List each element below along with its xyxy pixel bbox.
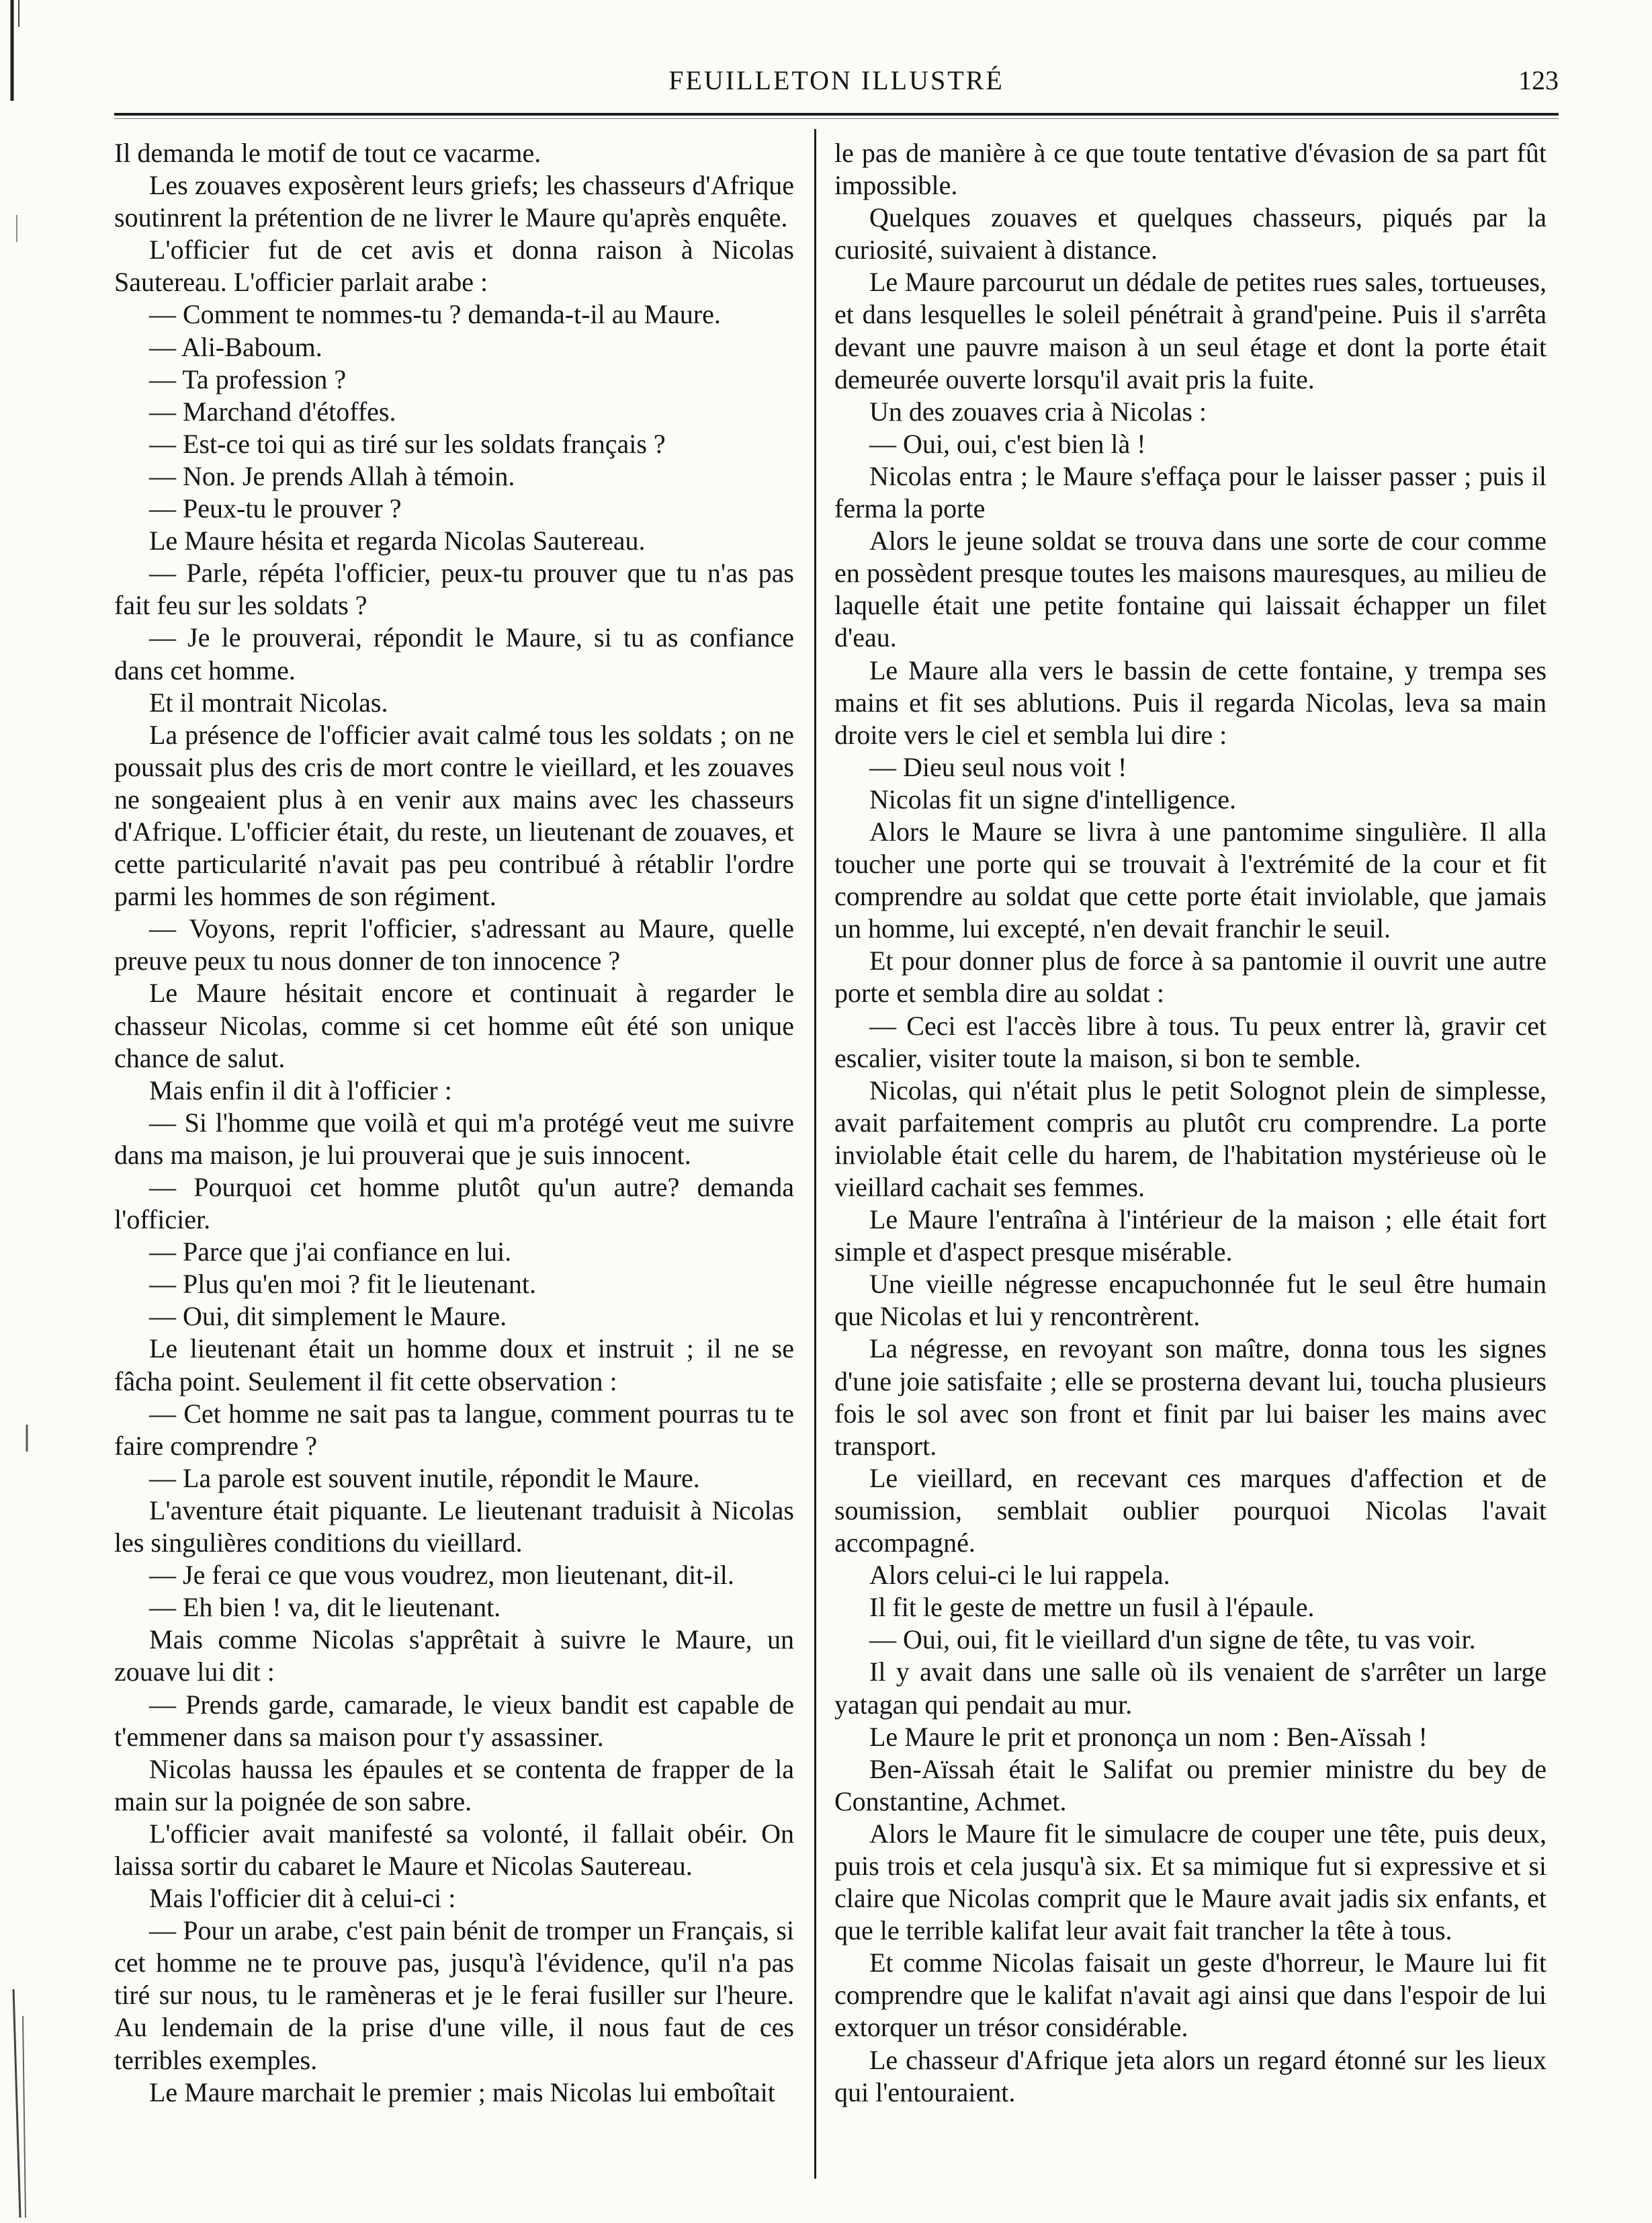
paragraph: — Pourquoi cet homme plutôt qu'un autre? demanda l'officier.	[114, 1172, 794, 1235]
paragraph: Il fit le geste de mettre un fusil à l'épaule.	[869, 1592, 1315, 1623]
right-column	[834, 137, 1547, 2167]
paragraph: Mais enfin il dit à l'officier :	[149, 1075, 452, 1105]
paragraph: Quelques zouaves et quelques chasseurs, piqués par la curiosité, suivaient à distance.	[834, 202, 1547, 265]
paragraph: Le Maure marchait le premier ; mais Nicolas lui emboîtait	[149, 2077, 775, 2107]
paragraph: — Comment te nommes-tu ? demanda-t-il au Maure.	[149, 299, 721, 330]
paragraph: — Non. Je prends Allah à témoin.	[149, 460, 515, 491]
paragraph: — Plus qu'en moi ? fit le lieutenant.	[149, 1269, 536, 1300]
paragraph: — Je ferai ce que vous voudrez, mon lieutenant, dit-il.	[149, 1560, 734, 1591]
page-header	[114, 65, 1559, 105]
paragraph: — Oui, dit simplement le Maure.	[149, 1301, 507, 1332]
paragraph: Le Maure hésitait encore et continuait à regarder le chasseur Nicolas, comme si cet homme eût été son unique chance de salut.	[114, 978, 794, 1073]
paragraph: Nicolas haussa les épaules et se contenta de frapper de la main sur la poignée de son sabre.	[114, 1753, 794, 1816]
paragraph: La présence de l'officier avait calmé tous les soldats ; on ne poussait plus des cris de mort contre le vieillard, et les zouaves ne songeaient plus à en venir aux mains avec les chasseurs d'Afrique. L'officier était, du reste, un lieutenant de zouaves, et cette particularité n'avait pas peu contribué à rétablir l'ordre parmi les hommes de son régiment.	[114, 719, 794, 912]
paragraph: Alors le jeune soldat se trouva dans une sorte de cour comme en possèdent presque toutes les maisons mauresques, au milieu de laquelle était une petite fontaine qui laissait échapper un filet d'eau.	[834, 526, 1547, 653]
paragraph: Le vieillard, en recevant ces marques d'affection et de soumission, semblait oublier pourquoi Nicolas l'avait accompagné.	[834, 1462, 1547, 1558]
paragraph: — Ta profession ?	[149, 364, 347, 394]
page-number: 123	[1518, 65, 1559, 95]
paragraph: Le Maure le prit et prononça un nom : Ben-Aïssah !	[869, 1721, 1428, 1752]
paragraph: Et il montrait Nicolas.	[149, 687, 388, 718]
paragraph: — Est-ce toi qui as tiré sur les soldats français ?	[149, 428, 666, 459]
paragraph: — Voyons, reprit l'officier, s'adressant au Maure, quelle preuve peux tu nous donner de ton innocence ?	[114, 913, 794, 976]
paragraph: Alors le Maure se livra à une pantomime singulière. Il alla toucher une porte qui se trouvait à l'extrémité de la cour et fit comprendre au soldat que cette porte était inviolable, que jamais un homme, lui excepté, n'en devait franchir le seuil.	[834, 816, 1547, 944]
paragraph: — Eh bien ! va, dit le lieutenant.	[149, 1592, 501, 1623]
paragraph: Nicolas fit un signe d'intelligence.	[869, 784, 1236, 814]
paragraph: Alors celui-ci le lui rappela.	[869, 1560, 1170, 1591]
paragraph: — Ceci est l'accès libre à tous. Tu peux entrer là, gravir cet escalier, visiter toute la maison, si bon te semble.	[834, 1010, 1547, 1073]
paragraph: le pas de manière à ce que toute tentative d'évasion de sa part fût impossible.	[834, 138, 1547, 201]
paragraph: — Dieu seul nous voit !	[869, 751, 1127, 782]
paragraph: Il demanda le motif de tout ce vacarme.	[114, 138, 541, 168]
paragraph: — La parole est souvent inutile, répondit le Maure.	[149, 1462, 700, 1493]
paragraph: Et pour donner plus de force à sa pantomie il ouvrit une autre porte et sembla dire au soldat :	[834, 946, 1547, 1009]
paragraph: — Peux-tu le prouver ?	[149, 493, 402, 524]
paragraph: Un des zouaves cria à Nicolas :	[869, 396, 1207, 427]
paragraph: Mais comme Nicolas s'apprêtait à suivre le Maure, un zouave lui dit :	[114, 1624, 794, 1687]
paragraph: — Pour un arabe, c'est pain bénit de tromper un Français, si cet homme ne te prouve pas, jusqu'à l'évidence, qu'il n'a pas tiré sur nous, tu le ramèneras et je le ferai fusiller sur l'heure. Au lendemain de la prise d'une ville, il nous faut de ces terribles exemples.	[114, 1915, 794, 2075]
header-rule	[114, 113, 1559, 116]
paragraph: Le Maure hésita et regarda Nicolas Sautereau.	[149, 526, 646, 556]
paragraph: Mais l'officier dit à celui-ci :	[149, 1883, 456, 1914]
paragraph: Ben-Aïssah était le Salifat ou premier ministre du bey de Constantine, Achmet.	[834, 1753, 1547, 1816]
paragraph: Le Maure l'entraîna à l'intérieur de la maison ; elle était fort simple et d'aspect presque misérable.	[834, 1204, 1547, 1267]
paragraph: — Prends garde, camarade, le vieux bandit est capable de t'emmener dans sa maison pour t'y assassiner.	[114, 1689, 794, 1752]
paragraph: — Je le prouverai, répondit le Maure, si tu as confiance dans cet homme.	[114, 622, 794, 685]
paragraph: — Cet homme ne sait pas ta langue, comment pourras tu te faire comprendre ?	[114, 1398, 794, 1461]
column-divider	[814, 129, 816, 2179]
paragraph: Les zouaves exposèrent leurs griefs; les chasseurs d'Afrique soutinrent la prétention de ne livrer le Maure qu'après enquête.	[114, 170, 794, 233]
paragraph: Nicolas, qui n'était plus le petit Solognot plein de simplesse, avait parfaitement compris au plutôt cru comprendre. La porte inviolable était celle du harem, de l'habitation mystérieuse où le vieillard cachait ses femmes.	[834, 1075, 1547, 1202]
paragraph: La négresse, en revoyant son maître, donna tous les signes d'une joie satisfaite ; elle se prosterna devant lui, toucha plusieurs fois le sol avec son front et finit par lui baiser les mains avec transport.	[834, 1333, 1547, 1461]
paragraph: — Parle, répéta l'officier, peux-tu prouver que tu n'as pas fait feu sur les soldats ?	[114, 558, 794, 621]
running-title: FEUILLETON ILLUSTRÉ	[668, 65, 1004, 95]
paragraph: Une vieille négresse encapuchonnée fut le seul être humain que Nicolas et lui y rencontrèrent.	[834, 1269, 1547, 1332]
paragraph: Le Maure alla vers le bassin de cette fontaine, y trempa ses mains et fit ses ablutions. Puis il regarda Nicolas, leva sa main droite vers le ciel et sembla lui dire :	[834, 655, 1547, 750]
paragraph: — Si l'homme que voilà et qui m'a protégé veut me suivre dans ma maison, je lui prouverai que je suis innocent.	[114, 1107, 794, 1170]
paragraph: Alors le Maure fit le simulacre de couper une tête, puis deux, puis trois et cela jusqu'à six. Et sa mimique fut si expressive et si claire que Nicolas comprit que le Maure avait jadis six enfants, et que le terrible kalifat leur avait fait trancher la tête à tous.	[834, 1818, 1547, 1946]
paragraph: — Oui, oui, fit le vieillard d'un signe de tête, tu vas voir.	[869, 1624, 1476, 1655]
paragraph: L'officier avait manifesté sa volonté, il fallait obéir. On laissa sortir du cabaret le Maure et Nicolas Sautereau.	[114, 1818, 794, 1881]
paragraph: Le Maure parcourut un dédale de petites rues sales, tortueuses, et dans lesquelles le soleil pénétrait à grand'peine. Puis il s'arrêta devant une pauvre maison à un seul étage et dont la porte était demeurée ouverte lorsqu'il avait pris la fuite.	[834, 267, 1547, 394]
paragraph: Le lieutenant était un homme doux et instruit ; il ne se fâcha point. Seulement il fit cette observation :	[114, 1333, 794, 1396]
paragraph: Et comme Nicolas faisait un geste d'horreur, le Maure lui fit comprendre que le kalifat n'avait agi ainsi que dans l'espoir de lui extorquer un trésor considérable.	[834, 1947, 1547, 2043]
paragraph: Il y avait dans une salle où ils venaient de s'arrêter un large yatagan qui pendait au mur.	[834, 1656, 1547, 1720]
header-rule-thin	[114, 118, 1559, 119]
paragraph: Le chasseur d'Afrique jeta alors un regard étonné sur les lieux qui l'entouraient.	[834, 2044, 1547, 2107]
paragraph: — Oui, oui, c'est bien là !	[869, 428, 1146, 459]
scan-margin-marks	[0, 0, 40, 2223]
paragraph: — Parce que j'ai confiance en lui.	[149, 1236, 512, 1267]
paragraph: L'officier fut de cet avis et donna raison à Nicolas Sautereau. L'officier parlait arabe :	[114, 235, 794, 298]
paragraph: — Marchand d'étoffes.	[149, 396, 396, 427]
paragraph: L'aventure était piquante. Le lieutenant traduisit à Nicolas les singulières conditions du vieillard.	[114, 1495, 794, 1558]
paragraph: Nicolas entra ; le Maure s'effaça pour le laisser passer ; puis il ferma la porte	[834, 460, 1547, 524]
left-column	[114, 137, 794, 2167]
paragraph: — Ali-Baboum.	[149, 331, 322, 362]
